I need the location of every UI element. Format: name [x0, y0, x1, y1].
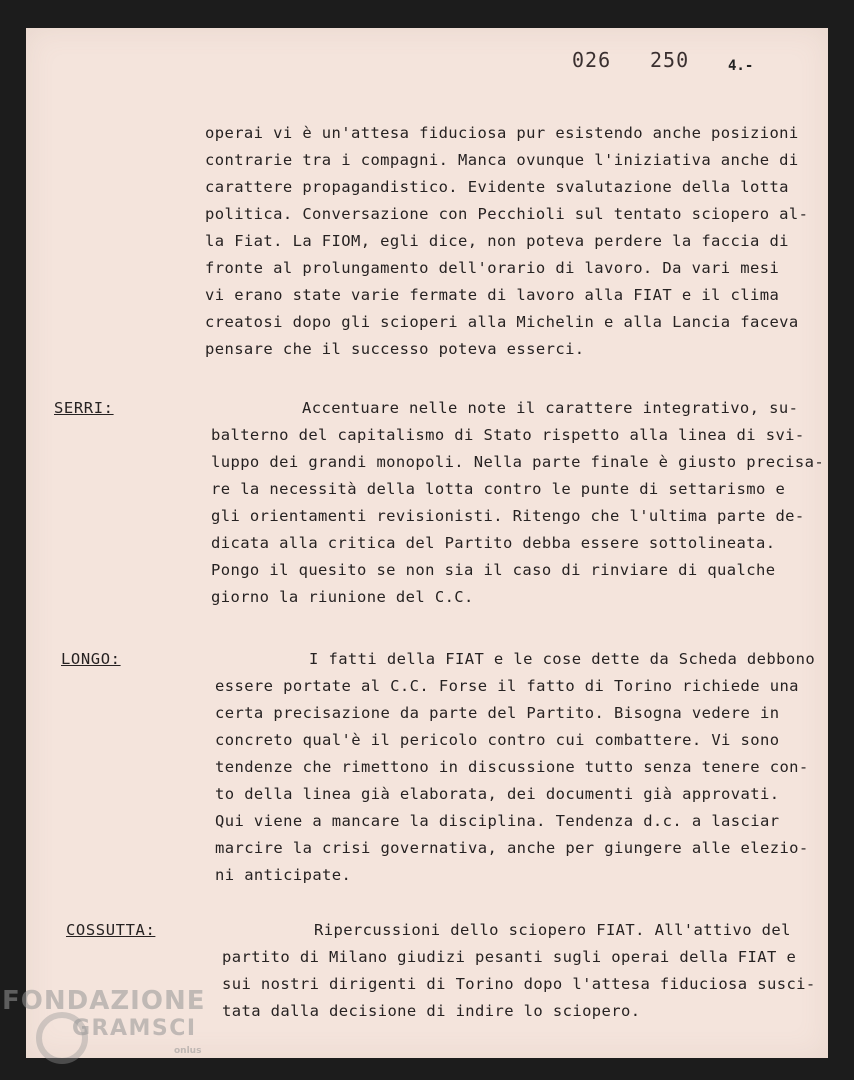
text-line: dicata alla critica del Partito debba essere sottolineata. [211, 534, 776, 552]
text-line: politica. Conversazione con Pecchioli sul tentato sciopero al- [205, 205, 809, 223]
archive-stamp-number: 250 [650, 48, 690, 72]
text-line: contrarie tra i compagni. Manca ovunque l'iniziativa anche di [205, 151, 799, 169]
text-line: Qui viene a mancare la disciplina. Tendenza d.c. a lasciar [215, 812, 780, 830]
archive-stamp-number: 026 [572, 48, 612, 72]
watermark [2, 986, 206, 1056]
text-line: I fatti della FIAT e le cose dette da Scheda debbono [309, 650, 816, 668]
text-line: tendenze che rimettono in discussione tutto senza tenere con- [215, 758, 809, 776]
text-line: Accentuare nelle note il carattere integrativo, su- [302, 399, 799, 417]
text-line: essere portate al C.C. Forse il fatto di Torino richiede una [215, 677, 799, 695]
text-line: Pongo il quesito se non sia il caso di rinviare di qualche [211, 561, 776, 579]
page-number: 4.- [728, 58, 754, 74]
text-line: partito di Milano giudizi pesanti sugli operai della FIAT e [222, 948, 797, 966]
text-line: creatosi dopo gli scioperi alla Michelin e alla Lancia faceva [205, 313, 799, 331]
text-line: gli orientamenti revisionisti. Ritengo che l'ultima parte de- [211, 507, 805, 525]
text-line: operai vi è un'attesa fiduciosa pur esistendo anche posizioni [205, 124, 799, 142]
text-line: pensare che il successo poteva esserci. [205, 340, 585, 358]
watermark-line: onlus [174, 1046, 202, 1056]
speaker-name-longo: LONGO: [61, 650, 121, 668]
text-line: concreto qual'è il pericolo contro cui combattere. Vi sono [215, 731, 780, 749]
text-line: balterno del capitalismo di Stato rispetto alla linea di svi- [211, 426, 805, 444]
text-line: fronte al prolungamento dell'orario di lavoro. Da vari mesi [205, 259, 780, 277]
text-line: vi erano state varie fermate di lavoro alla FIAT e il clima [205, 286, 780, 304]
speaker-name-cossutta: COSSUTTA: [66, 921, 156, 939]
document-page [26, 28, 828, 1058]
text-line: tata dalla decisione di indire lo sciopero. [222, 1002, 641, 1020]
text-line: ni anticipate. [215, 866, 352, 884]
text-line: giorno la riunione del C.C. [211, 588, 474, 606]
text-line: re la necessità della lotta contro le punte di settarismo e [211, 480, 786, 498]
text-line: la Fiat. La FIOM, egli dice, non poteva perdere la faccia di [205, 232, 789, 250]
text-line: sui nostri dirigenti di Torino dopo l'attesa fiduciosa susci- [222, 975, 816, 993]
watermark-line: GRAMSCI [72, 1016, 197, 1041]
speaker-name-serri: SERRI: [54, 399, 114, 417]
text-line: Ripercussioni dello sciopero FIAT. All'attivo del [314, 921, 791, 939]
text-line: luppo dei grandi monopoli. Nella parte finale è giusto precisa- [211, 453, 825, 471]
text-line: carattere propagandistico. Evidente svalutazione della lotta [205, 178, 789, 196]
watermark-line: FONDAZIONE [2, 986, 206, 1016]
text-line: to della linea già elaborata, dei documenti già approvati. [215, 785, 780, 803]
text-line: marcire la crisi governativa, anche per giungere alle elezio- [215, 839, 809, 857]
text-line: certa precisazione da parte del Partito. Bisogna vedere in [215, 704, 780, 722]
